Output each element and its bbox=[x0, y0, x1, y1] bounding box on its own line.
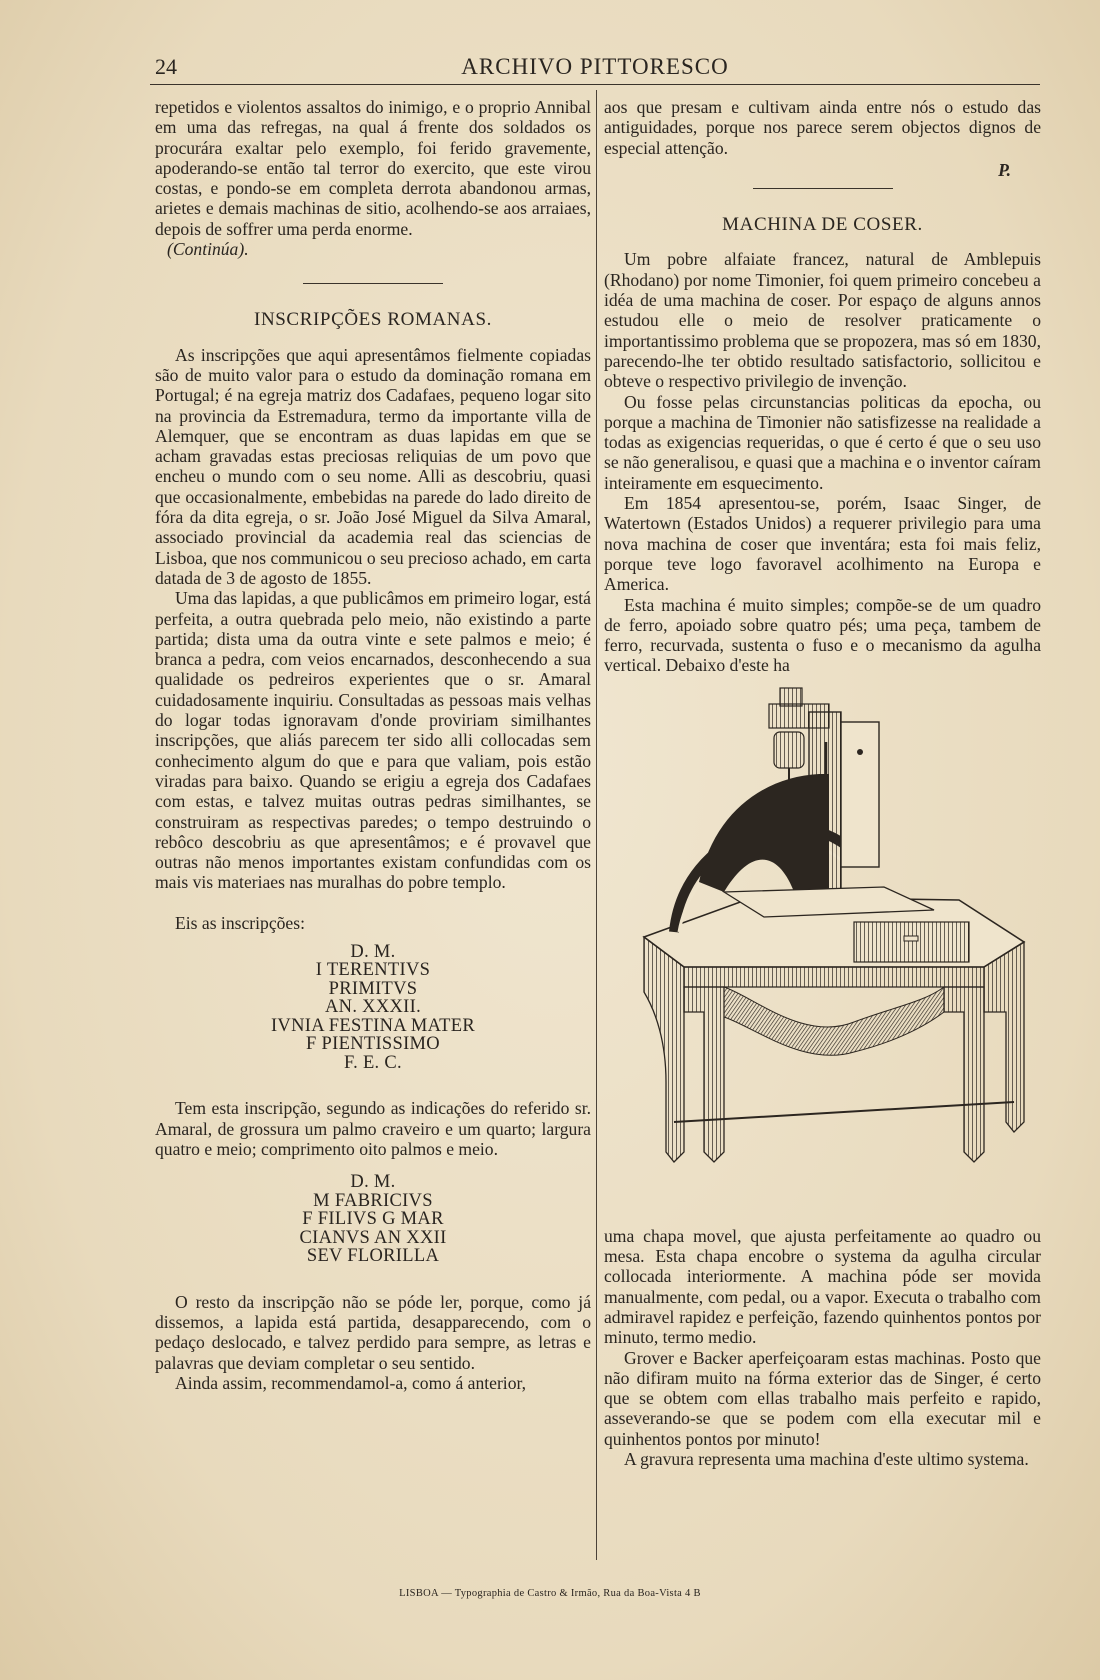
paragraph: Eis as inscripções: bbox=[175, 912, 305, 933]
inscription-line: D. M. bbox=[350, 941, 396, 962]
paragraph: Ou fosse pelas circunstancias politicas da epocha, ou porque a machina de Timonier não satisfizesse na realidade a todas as exigencias requeridas, o que é certo é que o seu uso se não generalisou, e quasi que a machina e o inventor caíram inteiramente em esquecimento. bbox=[604, 391, 1041, 493]
paragraph: O resto da inscripção não se póde ler, porque, como já dissemos, a lapida está partida, desapparecendo, com o pedaço deslocado, e talvez perdido para sempre, as letras e palavras que deviam completar o seu sentido. bbox=[155, 1291, 591, 1373]
section-title-inscripcoes: INSCRIPÇÕES ROMANAS. bbox=[254, 309, 492, 331]
column-divider bbox=[596, 90, 597, 1560]
paragraph: Tem esta inscripção, segundo as indicações do referido sr. Amaral, de grossura um palmo craveiro e um quarto; largura quatro e meio; comprimento oito palmos e meio. bbox=[155, 1098, 591, 1160]
author-signature: P. bbox=[998, 159, 1011, 180]
printer-imprint: LISBOA — Typographia de Castro & Irmão, Rua da Boa-Vista 4 B bbox=[399, 1588, 701, 1599]
paragraph: uma chapa movel, que ajusta perfeitamente ao quadro ou mesa. Esta chapa encobre o systema da agulha circular collocada interiormente. A machina póde ser movida manualmente, com pedal, ou a vapor. Executa o trabalho com admiravel rapidez e perfeição, fazendo quinhentos pontos por minuto, termo medio. bbox=[604, 1225, 1041, 1348]
running-title: ARCHIVO PITTORESCO bbox=[461, 54, 729, 79]
paragraph: Um pobre alfaiate francez, natural de Amblepuis (Rhodano) por nome Timonier, foi quem primeiro concebeu a idéa de uma machina de coser. Por espaço de alguns annos estudou elle o meio de resolver praticamente o importantissimo problema que se propozera, mas só em 1830, parecendo-lhe ter obtido resultado satisfactorio, sollicitou e obteve o respectivo privilegio de invenção. bbox=[604, 249, 1041, 392]
paragraph: Em 1854 apresentou-se, porém, Isaac Singer, de Watertown (Estados Unidos) a requerer privilegio para uma nova machina de coser que inventára; esta foi mais feliz, porque teve logo favoravel acolhimento na Europa e America. bbox=[604, 493, 1041, 595]
article-continuation: aos que presam e cultivam ainda entre nós o estudo das antiguidades, porque nos parece serem objectos dignos de especial attenção. bbox=[604, 97, 1041, 158]
inscription-line: AN. XXXII. bbox=[325, 997, 421, 1018]
section-separator bbox=[753, 188, 893, 189]
sewing-machine-engraving bbox=[604, 682, 1041, 1222]
paragraph: As inscripções que aqui apresentâmos fielmente copiadas são de muito valor para o estudo da dominação romana em Portugal; é na egreja matriz dos Cadafaes, pequeno logar sito na provincia da Estremadura, termo da importante villa de Alemquer, que se encontram as duas lapidas em que se acham gravadas estas preciosas reliquias de um povo que encheu o mundo com o seu nome. Alli as descobriu, quasi que occasionalmente, embebidas na parede do lado direito de fóra da dita egreja, o sr. João José Miguel da Silva Amaral, associado provincial da academia real das sciencias de Lisboa, que nos communicou o seu precioso achado, em carta datada de 3 de agosto de 1855. bbox=[155, 344, 591, 588]
continua-note: (Continúa). bbox=[167, 239, 249, 260]
paragraph: Grover e Backer aperfeiçoaram estas machinas. Posto que não difiram muito na fórma exterior das de Singer, é certo que se obtem com ellas trabalho mais perfeito e rapido, asseverando-se que se podem com ella executar mil e quinhentos pontos por minuto! bbox=[604, 1347, 1041, 1449]
inscription-line: F PIENTISSIMO bbox=[306, 1034, 440, 1055]
inscription-line: F. E. C. bbox=[344, 1052, 402, 1073]
page-header bbox=[150, 52, 1040, 85]
page-number: 24 bbox=[155, 54, 177, 79]
inscription-line: SEV FLORILLA bbox=[306, 1246, 440, 1267]
right-column bbox=[604, 97, 1041, 1469]
paragraph: A gravura representa uma machina d'este ultimo systema. bbox=[624, 1448, 1029, 1469]
inscription-2 bbox=[155, 1173, 591, 1266]
paragraph: Ainda assim, recommendamol-a, como á anterior, bbox=[175, 1373, 527, 1394]
inscription-line: IVNIA FESTINA MATER bbox=[270, 1015, 476, 1036]
inscription-line: PRIMITVS bbox=[328, 978, 418, 999]
inscription-line: F FILIVS G MAR bbox=[302, 1209, 444, 1230]
paragraph: Uma das lapidas, a que publicâmos em primeiro logar, está perfeita, a outra quebrada pelo meio, não existindo a parte partida; dista uma da outra vinte e sete palmos e meio; é branca a pedra, com veios encarnados, desconhecendo a sua qualidade os pedreiros experientes que o sr. Amaral cuidadosamente inquiriu. Consultadas as pessoas mais velhas do logar todas ignoravam d'onde proviriam similhantes inscripções, que aliás parecem ter sido alli collocadas sem conhecimento algum do que e para que valiam, pois estão viradas para baixo. Quando se erigiu a egreja dos Cadafaes com estas, e talvez muitas outras pedras similhantes, se construiram as respectivas paredes; o tempo destruindo o rebôco descobriu as que apresentâmos; e é provavel que outras não menos importantes existam confundidas com os mais vis materiaes nas muralhas do pobre templo. bbox=[155, 588, 591, 893]
paragraph: Esta machina é muito simples; compõe-se de um quadro de ferro, apoiado sobre quatro pés; uma peça, tambem de ferro, recurvada, sustenta o fuso e o mecanismo da agulha vertical. Debaixo d'este ha bbox=[604, 594, 1041, 676]
inscription-line: M FABRICIVS bbox=[313, 1190, 433, 1211]
section-separator bbox=[303, 283, 443, 284]
inscription-1 bbox=[155, 943, 591, 1073]
left-column bbox=[155, 97, 591, 1393]
article-continuation: repetidos e violentos assaltos do inimigo, e o proprio Annibal em uma das refregas, na qual á frente dos soldados os procurára exaltar pelo exemplo, foi ferido gravemente, apoderando-se então tal terror do exercito, que este virou costas, e pondo-se em completa derrota abandonou armas, arietes e demais machinas de sitio, acolhendo-se aos arraiaes, depois de soffrer uma perda enorme. bbox=[155, 97, 591, 239]
inscription-line: I TERENTIVS bbox=[315, 960, 431, 981]
inscription-line: CIANVS AN XXII bbox=[299, 1227, 447, 1248]
section-title-machina: MACHINA DE COSER. bbox=[722, 214, 923, 236]
sewing-machine-illustration bbox=[604, 682, 1041, 1222]
inscription-line: D. M. bbox=[350, 1172, 396, 1193]
